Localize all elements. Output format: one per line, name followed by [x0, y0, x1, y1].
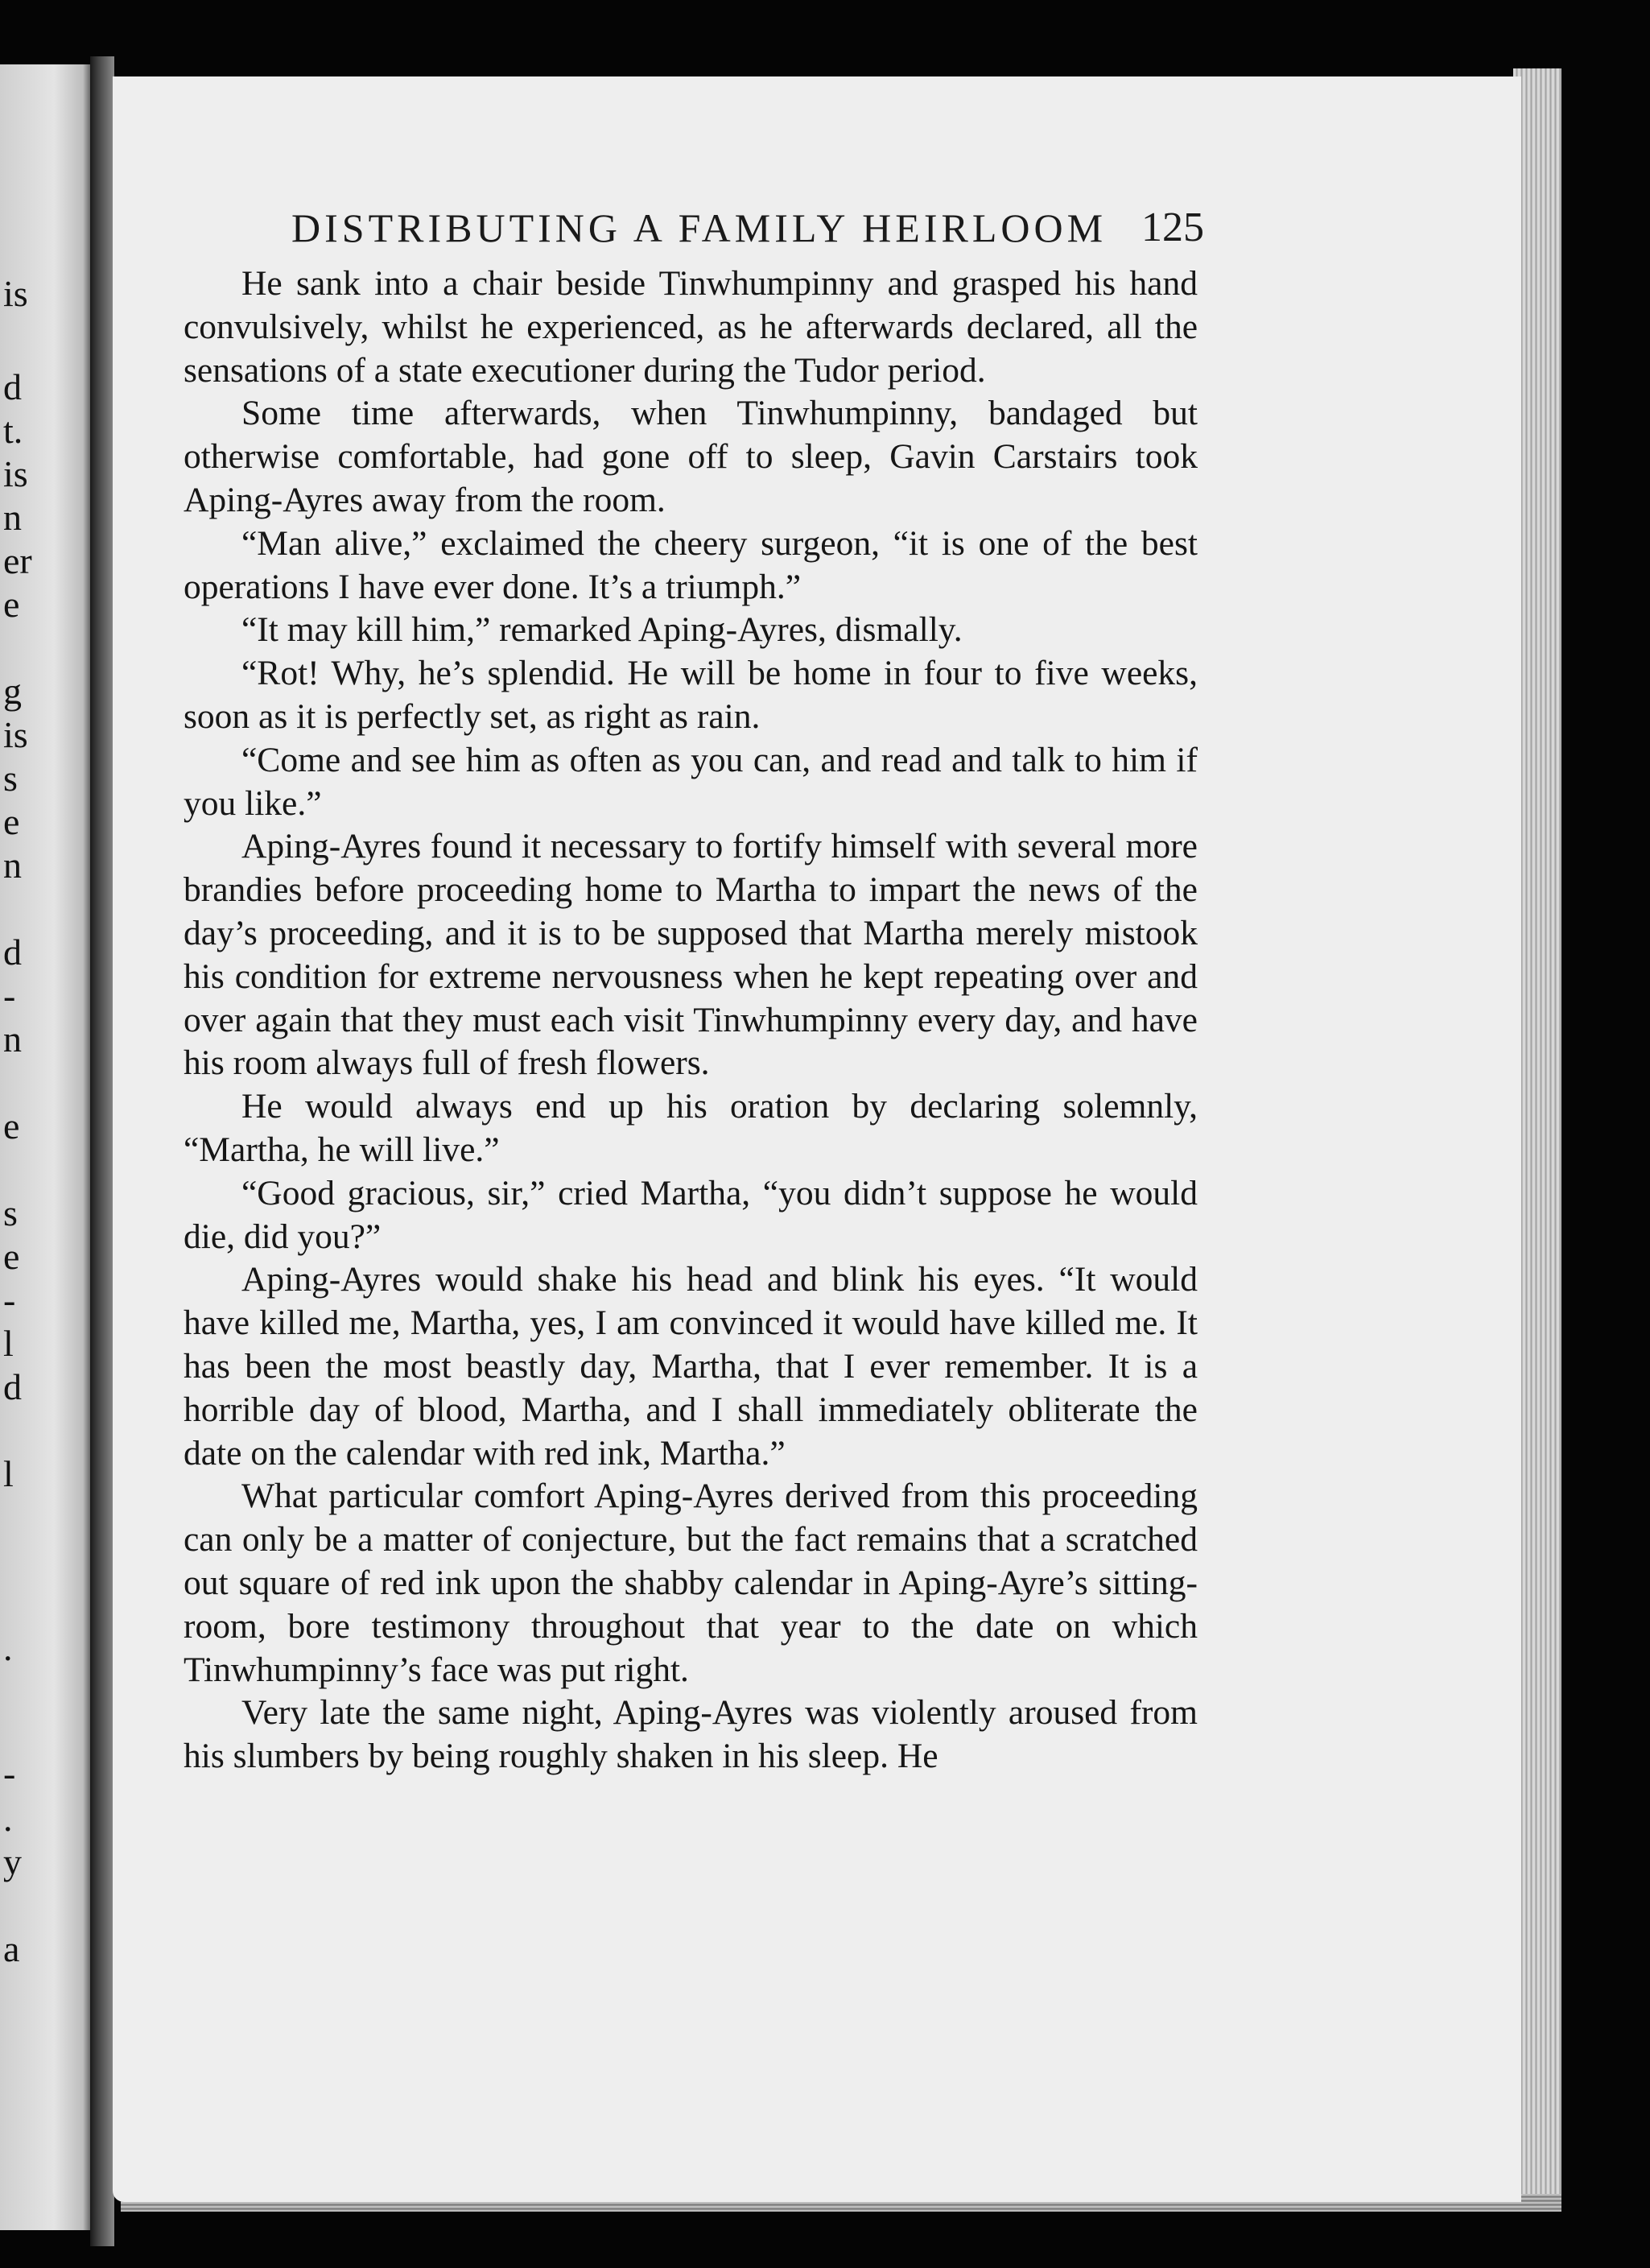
facing-page-fragment: e [3, 801, 20, 842]
facing-page-fragment: t. [3, 410, 23, 451]
book-page [113, 76, 1521, 2202]
facing-page-fragment: d [3, 366, 22, 407]
facing-page-fragment: e [3, 584, 20, 625]
facing-page-fragment: n [3, 845, 22, 886]
paragraph: “Rot! Why, he’s splendid. He will be home in four to five weeks, soon as it is perfectly set, as right as rain. [184, 654, 1198, 736]
facing-page-fragment: s [3, 1192, 18, 1233]
facing-page-fragment: g [3, 671, 22, 712]
facing-page-fragment: - [3, 975, 16, 1016]
paragraph: “Come and see him as often as you can, and read and talk to him if you like.” [184, 740, 1198, 823]
book-gutter [90, 56, 114, 2246]
facing-page-fragment: . [3, 1627, 13, 1668]
page-number: 125 [1141, 204, 1204, 250]
running-title: DISTRIBUTING A FAMILY HEIRLOOM [291, 205, 1108, 250]
facing-page-fragment: a [3, 1928, 20, 1969]
facing-page-fragment: d [3, 1366, 22, 1407]
paragraph: Very late the same night, Aping-Ayres was violently aroused from his slumbers by being roughly shaken in his sleep. He [184, 1693, 1198, 1776]
facing-page-fragment: - [3, 1279, 16, 1320]
facing-page-fragment: l [3, 1323, 14, 1364]
paragraph: Some time afterwards, when Tinwhumpinny, bandaged but otherwise comfortable, had gone off to sleep, Gavin Carstairs took Aping-Ayres away from the room. [184, 394, 1198, 519]
facing-page-fragment: e [3, 1105, 20, 1146]
facing-page-fragment: . [3, 1798, 13, 1839]
paragraph: What particular comfort Aping-Ayres derived from this proceeding can only be a matter of conjecture, but the fact remains that a scratched out square of red ink upon the shabby calendar in Aping-Ayre’s sitting-room, bore testimony throughout that year to the date on which Tinwhumpinny’s face was put right. [184, 1477, 1198, 1689]
facing-page-fragment: er [3, 540, 32, 581]
facing-page-fragment: e [3, 1236, 20, 1277]
facing-page-fragment: is [3, 714, 28, 755]
facing-page-fragment: n [3, 1018, 22, 1060]
facing-page-fragment: - [3, 1753, 16, 1794]
body-text [184, 262, 1198, 1778]
paragraph: He sank into a chair beside Tinwhumpinny and grasped his hand convulsively, whilst he experienced, as he afterwards declared, all the sensations of a state executioner during the Tudor period. [184, 264, 1198, 390]
facing-page-fragment: d [3, 932, 22, 973]
paragraph: Aping-Ayres found it necessary to fortify himself with several more brandies before proceeding home to Martha to impart the news of the day’s proceeding, and it is to be supposed that Martha merely mistook his condition for extreme nervousness when he kept repeating over and over again that they must each visit Tinwhumpinny every day, and have his room always full of fresh flowers. [184, 827, 1198, 1083]
paragraph: “Good gracious, sir,” cried Martha, “you didn’t suppose he would die, did you?” [184, 1173, 1198, 1256]
facing-page-fragment: is [3, 273, 28, 314]
paragraph: Aping-Ayres would shake his head and blink his eyes. “It would have killed me, Martha, yes, I am convinced it would have killed me. It has been the most beastly day, Martha, that I ever remember. It is a horrible day of blood, Martha, and I shall immediately obliterate the date on the calendar with red ink, Martha.” [184, 1260, 1198, 1473]
facing-page-fragment: l [3, 1453, 14, 1494]
facing-page-fragment: is [3, 453, 28, 494]
facing-page-fragment: n [3, 497, 22, 538]
facing-page-fragment: y [3, 1841, 22, 1882]
paragraph: “Man alive,” exclaimed the cheery surgeon, “it is one of the best operations I have ever done. It’s a triumph.” [184, 523, 1198, 606]
paragraph: “It may kill him,” remarked Aping-Ayres, dismally. [241, 610, 963, 650]
paragraph: He would always end up his oration by declaring solemnly, “Martha, he will live.” [184, 1087, 1198, 1169]
facing-page-edge [0, 64, 90, 2230]
facing-page-fragment: s [3, 758, 18, 799]
